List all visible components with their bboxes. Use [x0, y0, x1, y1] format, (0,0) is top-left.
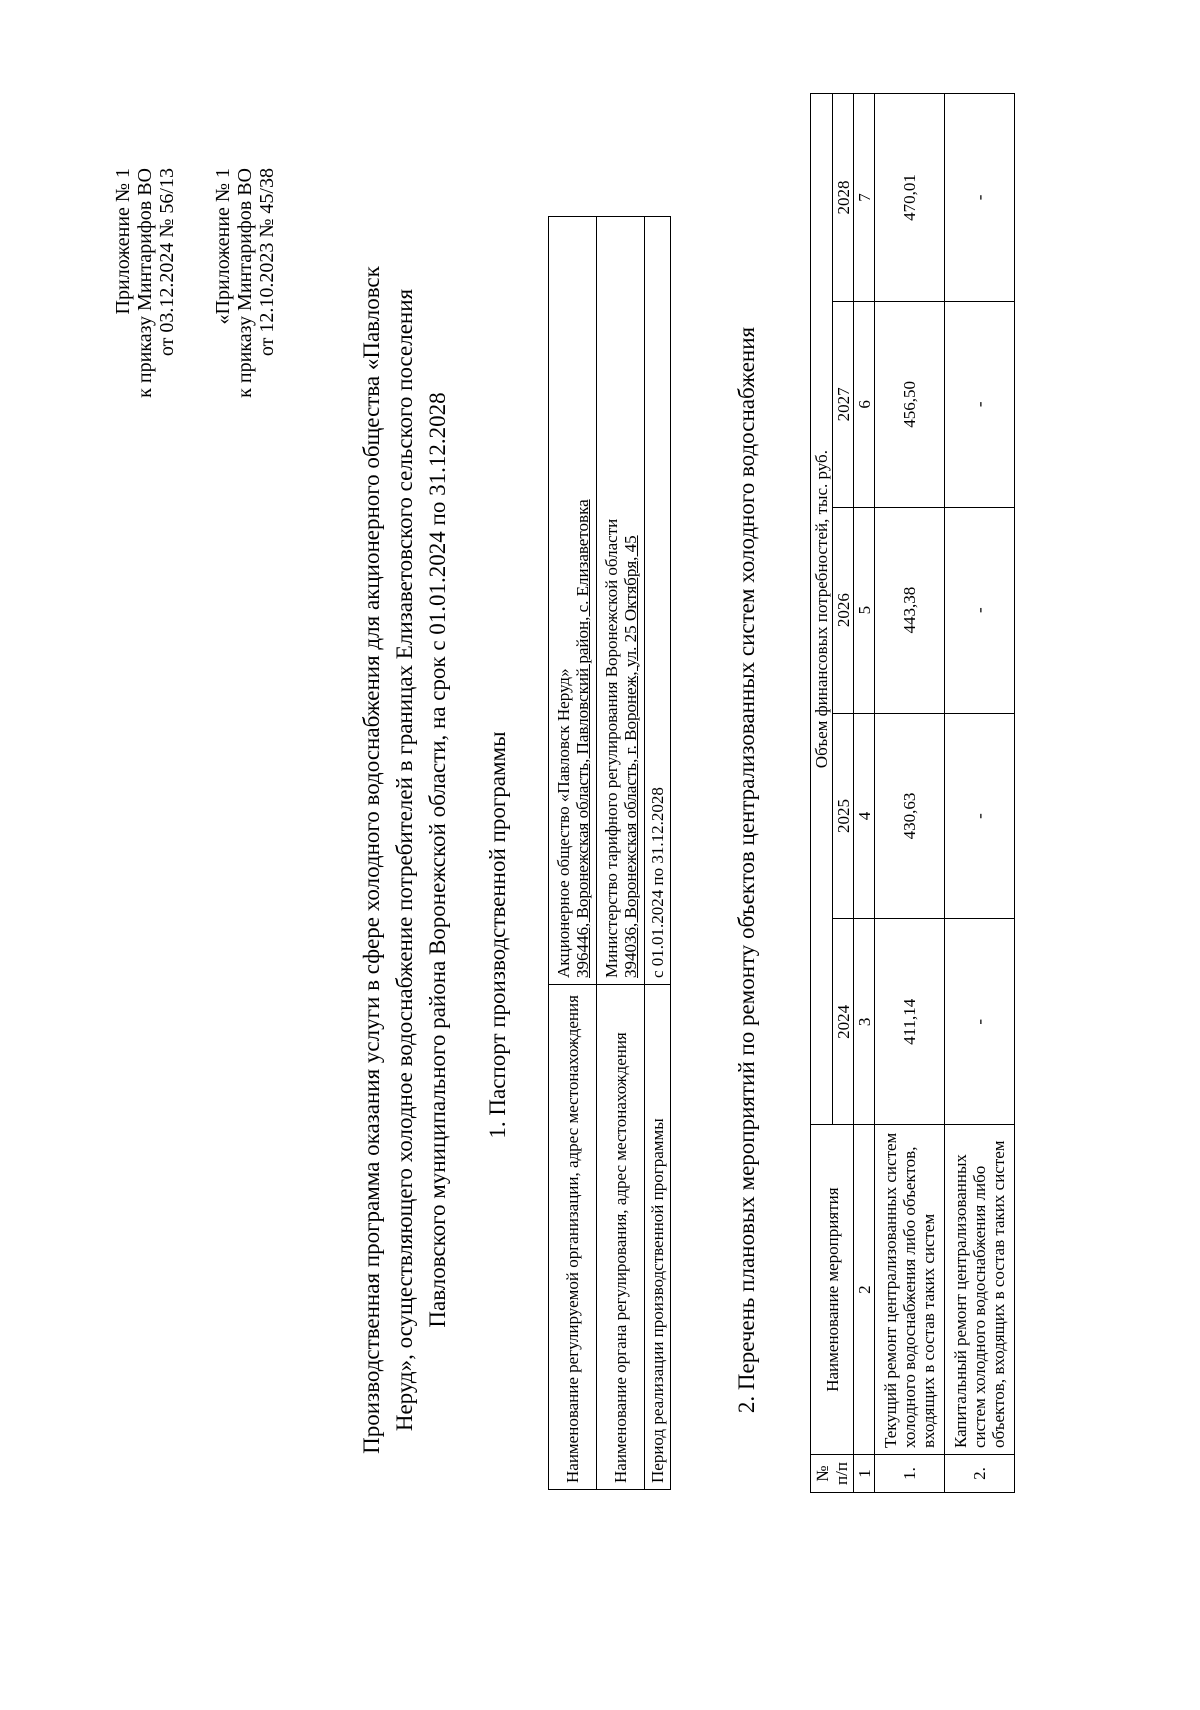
table-row	[875, 94, 945, 1493]
table-row	[549, 217, 597, 1490]
index-cell: 5	[854, 507, 875, 713]
cell-line: 396446, Воронежская область, Павловский район, с. Елизаветовка	[572, 499, 592, 978]
header-cell-volume: Объем финансовых потребностей, тыс. руб.	[811, 94, 833, 1125]
table-cell: 470,01	[875, 94, 945, 302]
document-title	[355, 210, 454, 1510]
plan-table	[810, 93, 1015, 1493]
header-cell-year: 2027	[833, 301, 854, 507]
table-row	[645, 217, 671, 1490]
table-cell: Период реализации производственной программы	[645, 985, 671, 1490]
table-row	[597, 217, 645, 1490]
table-cell	[597, 217, 645, 985]
table-index-row	[854, 94, 875, 1493]
header-cell-number: № п/п	[811, 1455, 854, 1493]
table-cell: 1.	[875, 1455, 945, 1493]
table-cell: -	[945, 507, 1015, 713]
table-cell: Капитальный ремонт централизованных систем холодного водоснабжения либо объектов, входящих в состав таких систем	[945, 1125, 1015, 1455]
appendix-line: от 03.12.2024 № 56/13	[156, 168, 178, 357]
section-heading-plan: 2. Перечень плановых мероприятий по ремонту объектов централизованных систем холодного водоснабжения	[734, 326, 759, 1414]
header-cell-year: 2026	[833, 507, 854, 713]
section-heading-passport: 1. Паспорт производственной программы	[485, 731, 510, 1139]
index-cell: 4	[854, 713, 875, 919]
table-cell: -	[945, 94, 1015, 302]
table-cell	[549, 217, 597, 985]
index-cell: 1	[854, 1455, 875, 1493]
table-cell: 411,14	[875, 919, 945, 1125]
table-cell: Текущий ремонт централизованных систем холодного водоснабжения либо объектов, входящих в состав таких систем	[875, 1125, 945, 1455]
table-cell: с 01.01.2024 по 31.12.2028	[645, 217, 671, 985]
table-cell: 2.	[945, 1455, 1015, 1493]
table-cell: Наименование органа регулирования, адрес местонахождения	[597, 985, 645, 1490]
title-line: Неруд», осуществляющего холодное водоснабжение потребителей в границах Елизаветовского сельского поселения	[392, 288, 417, 1432]
cell-line: 394036, Воронежская область, г. Воронеж, ул. 25 Октября, 45	[620, 535, 640, 978]
table-cell: 443,38	[875, 507, 945, 713]
table-row	[945, 94, 1015, 1493]
title-line: Павловского муниципального района Воронежской области, на срок с 01.01.2024 по 31.12.2028	[425, 392, 450, 1328]
header-cell-year: 2024	[833, 919, 854, 1125]
table-cell: Наименование регулируемой организации, адрес местонахождения	[549, 985, 597, 1490]
appendix-line: Приложение № 1	[112, 168, 134, 315]
appendix-line: к приказу Минтарифов ВО	[234, 168, 256, 398]
header-cell-name: Наименование мероприятия	[811, 1125, 854, 1455]
title-line: Производственная программа оказания услуги в сфере холодного водоснабжения для акционерного общества «Павловск	[359, 266, 384, 1454]
table-header-row	[811, 94, 833, 1493]
index-cell: 3	[854, 919, 875, 1125]
table-cell: -	[945, 713, 1015, 919]
index-cell: 7	[854, 94, 875, 302]
table-cell: -	[945, 919, 1015, 1125]
header-cell-year: 2025	[833, 713, 854, 919]
appendix-header-current	[112, 168, 178, 768]
index-cell: 6	[854, 301, 875, 507]
cell-line: Министерство тарифного регулирования Воронежской области	[601, 518, 621, 978]
table-cell: 456,50	[875, 301, 945, 507]
passport-table	[548, 216, 671, 1490]
appendix-line: от 12.10.2023 № 45/38	[256, 168, 278, 357]
appendix-line: к приказу Минтарифов ВО	[134, 168, 156, 398]
appendix-line: «Приложение № 1	[212, 168, 234, 325]
table-cell: 430,63	[875, 713, 945, 919]
appendix-header-previous	[212, 168, 278, 768]
index-cell: 2	[854, 1125, 875, 1455]
table-cell: -	[945, 301, 1015, 507]
cell-line: Акционерное общество «Павловск Неруд»	[553, 668, 573, 978]
header-cell-year: 2028	[833, 94, 854, 302]
